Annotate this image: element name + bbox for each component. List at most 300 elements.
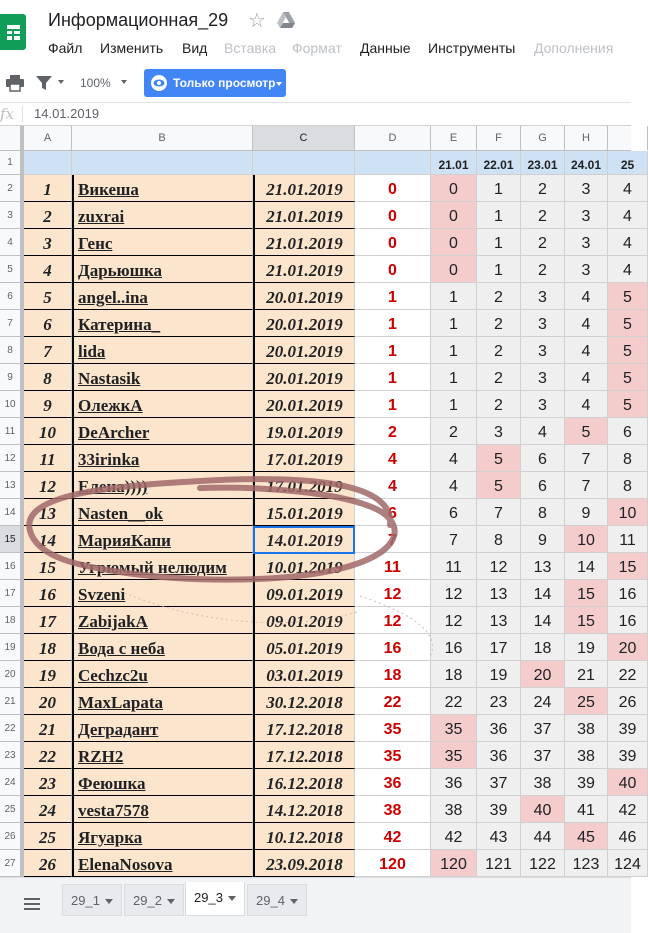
chevron-down-icon[interactable] [290,899,298,904]
cell-e[interactable]: 18 [431,661,477,688]
header-cell[interactable]: 21.01 [431,151,477,175]
filter-dropdown-caret-icon[interactable] [58,80,64,84]
cell-b[interactable]: DeArcher [72,418,253,445]
cell-i[interactable]: 15 [608,553,648,580]
cell-d[interactable]: 12 [355,607,431,634]
cell-h[interactable]: 123 [565,850,608,877]
cell-d[interactable]: 1 [355,310,431,337]
cell-f[interactable]: 1 [477,229,521,256]
cell-i[interactable]: 26 [608,688,648,715]
cell-a[interactable]: 2 [24,202,72,229]
cell-c[interactable]: 09.01.2019 [253,607,355,634]
cell-h[interactable]: 7 [565,445,608,472]
cell-e[interactable]: 0 [431,229,477,256]
row-number[interactable]: 1 [0,151,24,175]
cell-i[interactable]: 6 [608,418,648,445]
cell-f[interactable]: 1 [477,202,521,229]
row-number[interactable]: 12 [0,445,24,472]
row-number[interactable]: 11 [0,418,24,445]
cell-a[interactable]: 17 [24,607,72,634]
sheets-logo-icon[interactable] [0,14,26,50]
cell-a[interactable]: 23 [24,769,72,796]
cell-d[interactable]: 42 [355,823,431,850]
cell-d[interactable]: 38 [355,796,431,823]
row-number[interactable]: 6 [0,283,24,310]
cell-g[interactable]: 4 [521,418,565,445]
cell-d[interactable]: 35 [355,742,431,769]
cell-g[interactable]: 122 [521,850,565,877]
row-number[interactable]: 25 [0,796,24,823]
cell-b[interactable]: vesta7578 [72,796,253,823]
cell-f[interactable]: 39 [477,796,521,823]
header-cell[interactable]: 23.01 [521,151,565,175]
cell-c[interactable]: 21.01.2019 [253,202,355,229]
cell-a[interactable]: 5 [24,283,72,310]
cell-d[interactable]: 0 [355,229,431,256]
cell-f[interactable]: 5 [477,472,521,499]
cell-b[interactable]: 33irinka [72,445,253,472]
cell-f[interactable]: 23 [477,688,521,715]
cell-i[interactable]: 5 [608,310,648,337]
row-number[interactable]: 9 [0,364,24,391]
cell-e[interactable]: 1 [431,391,477,418]
cell-d[interactable]: 1 [355,283,431,310]
cell-e[interactable]: 36 [431,769,477,796]
cell-h[interactable]: 3 [565,175,608,202]
cell-e[interactable]: 11 [431,553,477,580]
cell-f[interactable]: 121 [477,850,521,877]
sheet-tab-3[interactable] [185,882,245,916]
cell-g[interactable]: 2 [521,202,565,229]
row-number[interactable]: 5 [0,256,24,283]
cell-e[interactable]: 12 [431,580,477,607]
cell-h[interactable]: 9 [565,499,608,526]
cell-e[interactable]: 1 [431,364,477,391]
cell-h[interactable]: 14 [565,553,608,580]
chevron-down-icon[interactable] [228,896,236,901]
cell-c[interactable]: 03.01.2019 [253,661,355,688]
cell-a[interactable]: 14 [24,526,72,553]
cell-i[interactable]: 10 [608,499,648,526]
cell-i[interactable]: 16 [608,580,648,607]
cell-h[interactable]: 3 [565,256,608,283]
cell-i[interactable]: 4 [608,202,648,229]
cell-h[interactable]: 21 [565,661,608,688]
cell-a[interactable]: 1 [24,175,72,202]
cell-c[interactable]: 10.01.2019 [253,553,355,580]
cell-b[interactable]: Cechzc2u [72,661,253,688]
cell-a[interactable]: 18 [24,634,72,661]
cell-b[interactable]: Генс [72,229,253,256]
cell-g[interactable]: 6 [521,472,565,499]
cell-a[interactable]: 16 [24,580,72,607]
cell-c[interactable]: 21.01.2019 [253,229,355,256]
cell-i[interactable]: 5 [608,391,648,418]
cell-b[interactable]: Svzeni [72,580,253,607]
cell-g[interactable]: 3 [521,283,565,310]
cell-e[interactable]: 4 [431,445,477,472]
cell-e[interactable]: 22 [431,688,477,715]
cell-f[interactable]: 3 [477,418,521,445]
row-number[interactable]: 27 [0,850,24,877]
cell-f[interactable]: 12 [477,553,521,580]
row-number[interactable]: 23 [0,742,24,769]
cell-d[interactable]: 0 [355,256,431,283]
cell-b[interactable]: ElenaNosova [72,850,253,877]
cell-g[interactable]: 44 [521,823,565,850]
cell-e[interactable]: 0 [431,202,477,229]
cell-f[interactable]: 13 [477,607,521,634]
cell-h[interactable]: 4 [565,310,608,337]
cell-i[interactable]: 124 [608,850,648,877]
column-header-c[interactable]: C [253,126,355,150]
cell-b[interactable]: MaxLapata [72,688,253,715]
cell-e[interactable]: 38 [431,796,477,823]
cell-d[interactable]: 120 [355,850,431,877]
cell-d[interactable]: 16 [355,634,431,661]
cell-d[interactable]: 36 [355,769,431,796]
cell-i[interactable]: 8 [608,445,648,472]
cell-g[interactable]: 8 [521,499,565,526]
cell-c[interactable]: 30.12.2018 [253,688,355,715]
cell-g[interactable]: 40 [521,796,565,823]
cell-f[interactable]: 7 [477,499,521,526]
cell-f[interactable]: 36 [477,742,521,769]
view-only-button[interactable] [144,69,286,97]
row-number[interactable]: 18 [0,607,24,634]
cell-e[interactable]: 35 [431,742,477,769]
cell-d[interactable]: 1 [355,391,431,418]
cell-e[interactable]: 120 [431,850,477,877]
cell-c[interactable]: 16.12.2018 [253,769,355,796]
cell-i[interactable]: 4 [608,175,648,202]
row-number[interactable]: 14 [0,499,24,526]
cell-h[interactable]: 15 [565,580,608,607]
sheet-tab-4[interactable] [247,884,307,916]
cell-e[interactable]: 35 [431,715,477,742]
cell-d[interactable]: 0 [355,175,431,202]
cell-h[interactable]: 5 [565,418,608,445]
cell-a[interactable]: 7 [24,337,72,364]
row-number[interactable]: 21 [0,688,24,715]
cell-f[interactable]: 2 [477,391,521,418]
cell-a[interactable]: 19 [24,661,72,688]
row-number[interactable]: 17 [0,580,24,607]
cell-g[interactable]: 2 [521,229,565,256]
cell-i[interactable]: 40 [608,769,648,796]
cell-d[interactable]: 12 [355,580,431,607]
cell-e[interactable]: 4 [431,472,477,499]
cell-b[interactable]: Nastasik [72,364,253,391]
cell-c[interactable]: 17.12.2018 [253,742,355,769]
cell-a[interactable]: 8 [24,364,72,391]
cell-h[interactable]: 10 [565,526,608,553]
menu-item-6[interactable]: Данные [360,40,411,56]
cell-g[interactable]: 2 [521,256,565,283]
cell-c[interactable]: 10.12.2018 [253,823,355,850]
cell-i[interactable]: 4 [608,229,648,256]
chevron-down-icon[interactable] [167,899,175,904]
cell-i[interactable]: 16 [608,607,648,634]
cell-f[interactable]: 36 [477,715,521,742]
row-number[interactable]: 8 [0,337,24,364]
cell-f[interactable]: 2 [477,337,521,364]
cell-i[interactable]: 39 [608,715,648,742]
cell-f[interactable]: 43 [477,823,521,850]
cell-h[interactable]: 38 [565,715,608,742]
cell-d[interactable]: 6 [355,499,431,526]
cell-b[interactable]: МарияКапи [72,526,253,553]
cell-a[interactable]: 13 [24,499,72,526]
cell-h[interactable]: 4 [565,337,608,364]
cell-e[interactable]: 1 [431,283,477,310]
cell-c[interactable]: 21.01.2019 [253,175,355,202]
row-number[interactable]: 4 [0,229,24,256]
cell-i[interactable]: 8 [608,472,648,499]
header-cell[interactable]: 25 [608,151,648,175]
cell-g[interactable]: 3 [521,310,565,337]
sheet-tab-2[interactable] [124,884,184,916]
cell-b[interactable]: ОлежкА [72,391,253,418]
cell-h[interactable]: 19 [565,634,608,661]
column-header-f[interactable]: F [477,126,521,150]
column-header-i[interactable] [608,126,648,150]
column-header-e[interactable]: E [431,126,477,150]
cell-d[interactable]: 1 [355,337,431,364]
row-number[interactable]: 7 [0,310,24,337]
cell-g[interactable]: 24 [521,688,565,715]
cell-b[interactable]: Дарьюшка [72,256,253,283]
cell-e[interactable]: 42 [431,823,477,850]
cell-h[interactable]: 41 [565,796,608,823]
cell-a[interactable]: 20 [24,688,72,715]
cell-f[interactable]: 19 [477,661,521,688]
row-number[interactable]: 24 [0,769,24,796]
cell-e[interactable]: 0 [431,256,477,283]
cell-d[interactable]: 11 [355,553,431,580]
cell-h[interactable]: 45 [565,823,608,850]
cell-f[interactable]: 8 [477,526,521,553]
header-cell[interactable] [24,151,72,175]
cell-g[interactable]: 37 [521,742,565,769]
cell-c[interactable]: 20.01.2019 [253,283,355,310]
cell-e[interactable]: 0 [431,175,477,202]
cell-i[interactable]: 20 [608,634,648,661]
menu-item-7[interactable]: Инструменты [428,40,516,56]
cell-c[interactable]: 14.12.2018 [253,796,355,823]
cell-b[interactable]: ZabijakA [72,607,253,634]
cell-d[interactable]: 18 [355,661,431,688]
cell-c[interactable]: 17.01.2019 [253,472,355,499]
cell-g[interactable]: 18 [521,634,565,661]
cell-f[interactable]: 1 [477,256,521,283]
column-header-d[interactable]: D [355,126,431,150]
cell-h[interactable]: 3 [565,202,608,229]
cell-g[interactable]: 37 [521,715,565,742]
filter-icon[interactable] [36,75,52,91]
row-number[interactable]: 15 [0,526,24,553]
cell-h[interactable]: 39 [565,769,608,796]
cell-d[interactable]: 22 [355,688,431,715]
cell-f[interactable]: 2 [477,364,521,391]
cell-h[interactable]: 25 [565,688,608,715]
cell-c[interactable]: 14.01.2019 [253,526,355,553]
cell-b[interactable]: Вода с неба [72,634,253,661]
cell-b[interactable]: RZH2 [72,742,253,769]
column-header-b[interactable]: B [72,126,253,150]
cell-h[interactable]: 38 [565,742,608,769]
row-number[interactable]: 3 [0,202,24,229]
row-number[interactable]: 26 [0,823,24,850]
cell-f[interactable]: 2 [477,310,521,337]
cell-b[interactable]: Ягуарка [72,823,253,850]
cell-i[interactable]: 5 [608,337,648,364]
cell-g[interactable]: 9 [521,526,565,553]
document-title[interactable]: Информационная_29 [48,10,229,30]
header-cell[interactable]: 22.01 [477,151,521,175]
cell-c[interactable]: 23.09.2018 [253,850,355,877]
cell-c[interactable]: 20.01.2019 [253,310,355,337]
cell-c[interactable]: 20.01.2019 [253,364,355,391]
row-number[interactable]: 16 [0,553,24,580]
cell-f[interactable]: 1 [477,175,521,202]
cell-i[interactable]: 46 [608,823,648,850]
menu-item-1[interactable]: Файл [48,40,83,56]
cell-a[interactable]: 22 [24,742,72,769]
cell-d[interactable]: 4 [355,445,431,472]
cell-g[interactable]: 6 [521,445,565,472]
row-number[interactable]: 2 [0,175,24,202]
cell-c[interactable]: 20.01.2019 [253,337,355,364]
cell-e[interactable]: 12 [431,607,477,634]
cell-c[interactable]: 09.01.2019 [253,580,355,607]
cell-e[interactable]: 1 [431,337,477,364]
formula-input[interactable]: 14.01.2019 [34,106,100,121]
cell-b[interactable]: Деградант [72,715,253,742]
cell-b[interactable]: angel..ina [72,283,253,310]
row-number[interactable]: 10 [0,391,24,418]
cell-c[interactable]: 17.12.2018 [253,715,355,742]
cell-d[interactable]: 4 [355,472,431,499]
header-cell[interactable] [253,151,355,175]
cell-e[interactable]: 16 [431,634,477,661]
cell-a[interactable]: 4 [24,256,72,283]
cell-h[interactable]: 15 [565,607,608,634]
column-header-g[interactable]: G [521,126,565,150]
cell-c[interactable]: 17.01.2019 [253,445,355,472]
chevron-down-icon[interactable] [105,899,113,904]
cell-b[interactable]: Феюшка [72,769,253,796]
cell-b[interactable]: lida [72,337,253,364]
cell-c[interactable]: 05.01.2019 [253,634,355,661]
cell-d[interactable]: 2 [355,418,431,445]
row-number[interactable]: 22 [0,715,24,742]
cell-g[interactable]: 13 [521,553,565,580]
cell-f[interactable]: 5 [477,445,521,472]
cell-g[interactable]: 14 [521,580,565,607]
cell-d[interactable]: 35 [355,715,431,742]
drive-icon[interactable] [276,11,296,29]
cell-i[interactable]: 5 [608,364,648,391]
cell-g[interactable]: 20 [521,661,565,688]
sheet-tab-1[interactable] [62,884,122,916]
cell-e[interactable]: 2 [431,418,477,445]
column-header-a[interactable]: A [24,126,72,150]
cell-b[interactable]: Nasten__ok [72,499,253,526]
cell-g[interactable]: 38 [521,769,565,796]
cell-a[interactable]: 10 [24,418,72,445]
cell-i[interactable]: 22 [608,661,648,688]
star-icon[interactable]: ☆ [248,10,266,32]
cell-g[interactable]: 14 [521,607,565,634]
cell-i[interactable]: 4 [608,256,648,283]
cell-a[interactable]: 3 [24,229,72,256]
cell-f[interactable]: 17 [477,634,521,661]
cell-g[interactable]: 2 [521,175,565,202]
cell-a[interactable]: 15 [24,553,72,580]
header-cell[interactable]: 24.01 [565,151,608,175]
cell-c[interactable]: 19.01.2019 [253,418,355,445]
print-icon[interactable] [6,75,24,91]
cell-a[interactable]: 25 [24,823,72,850]
cell-a[interactable]: 9 [24,391,72,418]
spreadsheet-grid[interactable] [0,126,641,877]
cell-g[interactable]: 3 [521,364,565,391]
cell-a[interactable]: 24 [24,796,72,823]
cell-c[interactable]: 15.01.2019 [253,499,355,526]
cell-h[interactable]: 3 [565,229,608,256]
cell-a[interactable]: 21 [24,715,72,742]
cell-b[interactable]: zuxrai [72,202,253,229]
cell-h[interactable]: 4 [565,283,608,310]
menu-item-3[interactable]: Вид [182,40,208,56]
cell-i[interactable]: 11 [608,526,648,553]
cell-g[interactable]: 3 [521,337,565,364]
all-sheets-menu-icon[interactable] [24,898,40,910]
cell-i[interactable]: 39 [608,742,648,769]
cell-e[interactable]: 7 [431,526,477,553]
cell-d[interactable]: 0 [355,202,431,229]
cell-i[interactable]: 42 [608,796,648,823]
row-number[interactable]: 19 [0,634,24,661]
zoom-caret-icon[interactable] [121,80,127,84]
cell-b[interactable]: Викеша [72,175,253,202]
cell-a[interactable]: 26 [24,850,72,877]
menu-item-2[interactable]: Изменить [100,40,164,56]
row-number[interactable]: 20 [0,661,24,688]
header-cell[interactable] [72,151,253,175]
zoom-select[interactable]: 100% [80,76,111,90]
cell-i[interactable]: 5 [608,283,648,310]
cell-d[interactable]: 7 [355,526,431,553]
cell-h[interactable]: 7 [565,472,608,499]
cell-d[interactable]: 1 [355,364,431,391]
cell-a[interactable]: 6 [24,310,72,337]
cell-c[interactable]: 20.01.2019 [253,391,355,418]
cell-b[interactable]: Катерина_ [72,310,253,337]
cell-e[interactable]: 1 [431,310,477,337]
cell-b[interactable]: Угрюмый нелюдим [72,553,253,580]
cell-c[interactable]: 21.01.2019 [253,256,355,283]
cell-f[interactable]: 2 [477,283,521,310]
row-number[interactable]: 13 [0,472,24,499]
cell-h[interactable]: 4 [565,391,608,418]
cell-e[interactable]: 6 [431,499,477,526]
cell-a[interactable]: 12 [24,472,72,499]
cell-h[interactable]: 4 [565,364,608,391]
header-cell[interactable] [355,151,431,175]
cell-a[interactable]: 11 [24,445,72,472]
